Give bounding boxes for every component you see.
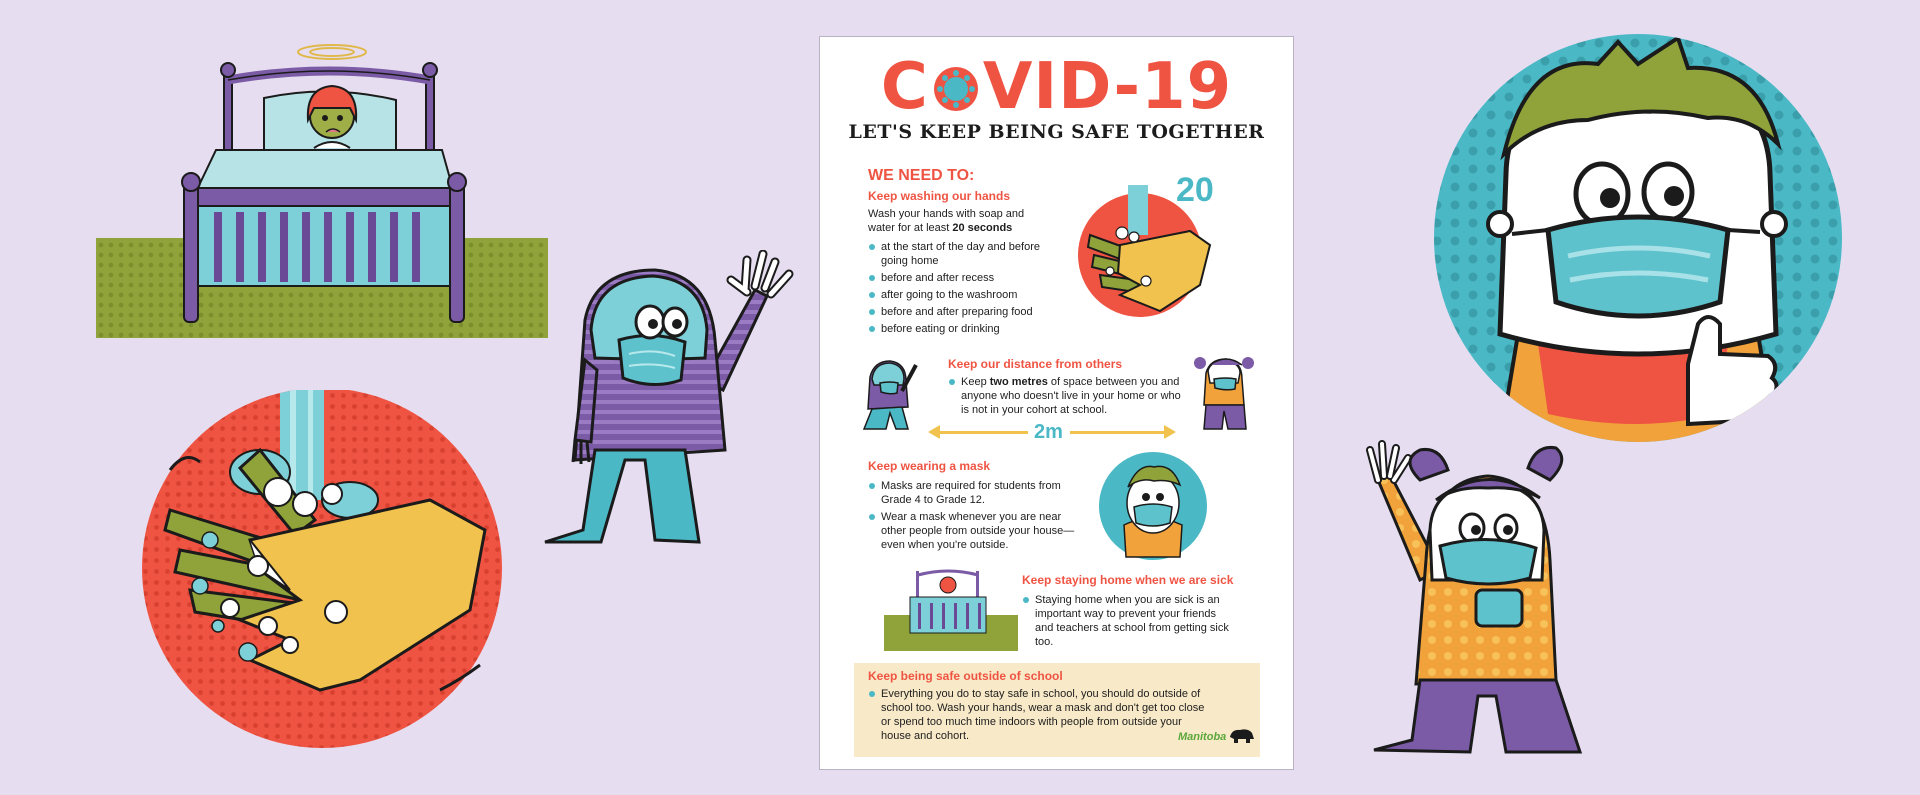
arrow-line-right <box>1070 431 1166 434</box>
mask-list <box>868 479 1080 555</box>
distance-heading: Keep our distance from others <box>948 357 1123 371</box>
thumbs-up-kid-icon <box>1428 34 1848 454</box>
washing-list <box>868 240 1058 339</box>
list-item: before and after preparing food <box>868 305 1058 319</box>
list-item: Keep two metres of space between you and anyone who doesn't live in your home or who is not in your cohort at school. <box>948 375 1186 417</box>
hand-washing-icon <box>140 390 510 760</box>
washing-heading: Keep washing our hands <box>868 189 1011 203</box>
girl-small-icon <box>1188 351 1264 435</box>
bison-icon <box>1228 727 1256 745</box>
washing-intro: Wash your hands with soap and water for at least 20 seconds <box>868 208 1025 234</box>
covid-poster <box>819 36 1294 770</box>
two-metre-label: 2m <box>1034 421 1063 443</box>
poster-subtitle: LET'S KEEP BEING SAFE TOGETHER <box>848 121 1265 143</box>
twenty-seconds-badge: 20 <box>1176 171 1214 209</box>
list-item: Wear a mask whenever you are near other people from outside your house—even when you're outside. <box>868 510 1080 552</box>
waving-kid-small-icon <box>856 355 926 435</box>
list-item: Everything you do to stay safe in school, you should do outside of school too. Wash your hands, wear a mask and don't get too close or spend too much time indoors with people from outside your house and cohort. <box>868 687 1214 743</box>
list-item: Masks are required for students from Grade 4 to Grade 12. <box>868 479 1080 507</box>
manitoba-logo: Manitoba <box>1178 731 1227 743</box>
arrow-right-icon <box>1164 425 1176 439</box>
list-item: before and after recess <box>868 271 1058 285</box>
outside-list <box>868 687 1214 746</box>
home-heading: Keep staying home when we are sick <box>1022 573 1234 587</box>
list-item: Staying home when you are sick is an important way to prevent your friends and teachers at school from getting sick too. <box>1022 593 1234 649</box>
mask-kid-small-icon <box>1098 451 1208 561</box>
outside-heading: Keep being safe outside of school <box>868 669 1063 683</box>
sick-in-bed-icon <box>96 40 556 340</box>
home-list <box>1022 593 1234 652</box>
girl-with-mask-icon <box>1360 440 1620 760</box>
poster-title: C VID-19 <box>880 50 1233 124</box>
arrow-line-left <box>938 431 1028 434</box>
list-item: after going to the washroom <box>868 288 1058 302</box>
waving-kid-icon <box>535 250 815 560</box>
distance-list <box>948 375 1186 420</box>
bed-small-icon <box>884 563 1018 651</box>
virus-icon <box>931 64 981 114</box>
list-item: before eating or drinking <box>868 322 1058 336</box>
we-need-to-heading: WE NEED TO: <box>868 167 975 184</box>
list-item: at the start of the day and before going home <box>868 240 1058 268</box>
mask-heading: Keep wearing a mask <box>868 459 991 473</box>
